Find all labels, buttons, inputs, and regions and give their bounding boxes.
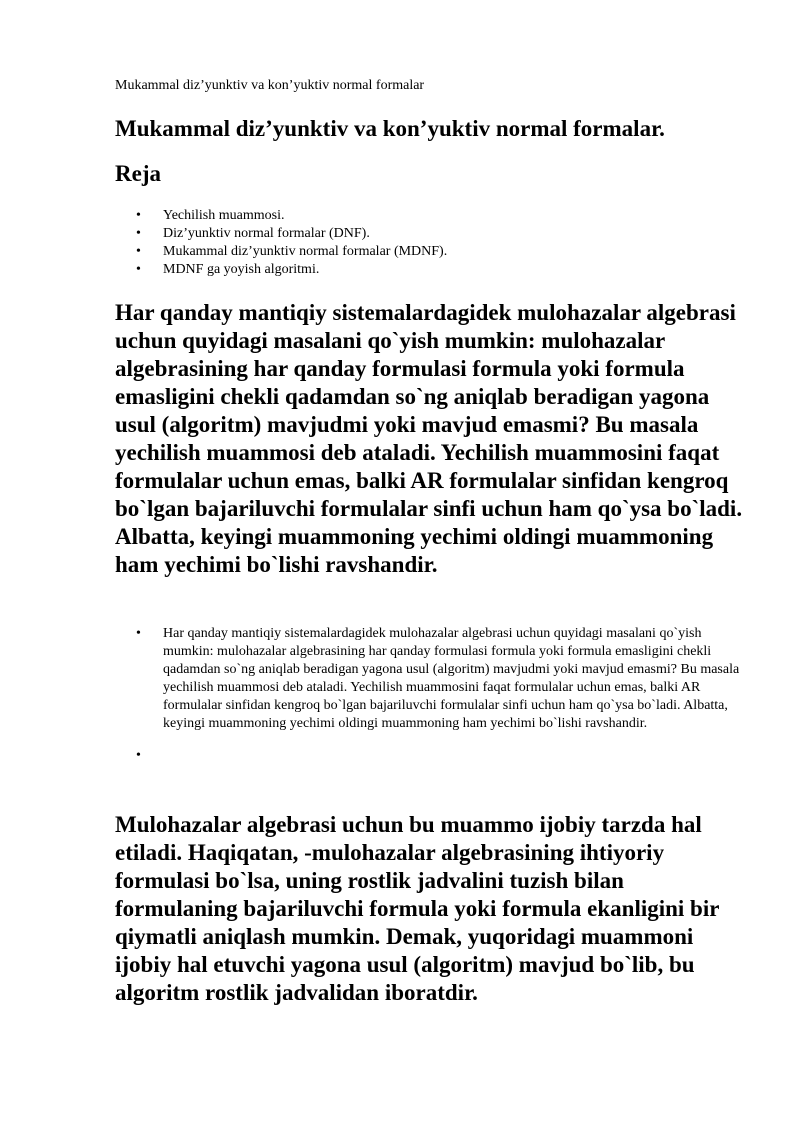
plan-heading: Reja [115, 161, 161, 186]
document-title: Mukammal diz’yunktiv va kon’yuktiv normal formalar. [115, 116, 665, 141]
plan-item: • Mukammal diz’yunktiv normal formalar (MDNF). [115, 243, 447, 261]
plan-item: • Yechilish muammosi. [115, 207, 447, 225]
running-header: Mukammal diz’yunktiv va kon’yuktiv normal formalar [115, 78, 425, 93]
paragraph-truth-table: Mulohazalar algebrasi uchun bu muammo ijobiy tarzda hal etiladi. Haqiqatan, -mulohazalar algebrasining ihtiyoriy formulasi bo`lsa, uning rostlik jadvalini tuzish bilan formulaning bajariluvchi formula yoki formula ekanligini bir qiymatli aniqlash mumkin. Demak, yuqoridagi muammoni ijobiy hal etuvchi yagona usul (algoritm) mavjud bo`lib, bu algoritm rostlik jadvalidan iboratdir. [115, 812, 720, 1005]
list-item: • Har qanday mantiqiy sistemalardagidek mulohazalar algebrasi uchun quyidagi masalani qo`yish mumkin: mulohazalar algebrasining har qanday formulasi formula yoki formula emasligini chekli qadamdan so`ng aniqlab beradigan yagona usul (algoritm) mavjudmi yoki mavjud emasmi? Bu masala yechilish muammosi deb ataladi. Yechilish muammosini faqat formulalar uchun emas, balki AR formulalar sinfidan kengroq bo`lgan bajariluvchi formulalar sinfi uchun ham qo`ysa bo`ladi. Albatta, keyingi muammoning yechimi oldingi muammoning ham yechimi bo`lishi ravshandir. [115, 625, 747, 733]
empty-list-item [115, 747, 747, 765]
plan-item: • MDNF ga yoyish algoritmi. [115, 261, 447, 279]
paragraph-solvability-problem: Har qanday mantiqiy sistemalardagidek mulohazalar algebrasi uchun quyidagi masalani qo`yish mumkin: mulohazalar algebrasining har qanday formulasi formula yoki formula emasligini chekli qadamdan so`ng aniqlab beradigan yagona usul (algoritm) mavjudmi yoki mavjud emasmi? Bu masala yechilish muammosi deb ataladi. Yechilish muammosini faqat formulalar uchun emas, balki AR formulalar sinfidan kengroq bo`lgan bajariluvchi formulalar sinfi uchun ham qo`ysa bo`ladi. Albatta, keyingi muammoning yechimi oldingi muammoning ham yechimi bo`lishi ravshandir. [115, 300, 743, 577]
plan-item: • Diz’yunktiv normal formalar (DNF). [115, 225, 447, 243]
plan-list [115, 207, 447, 279]
paragraph-bullet-list [115, 625, 747, 765]
